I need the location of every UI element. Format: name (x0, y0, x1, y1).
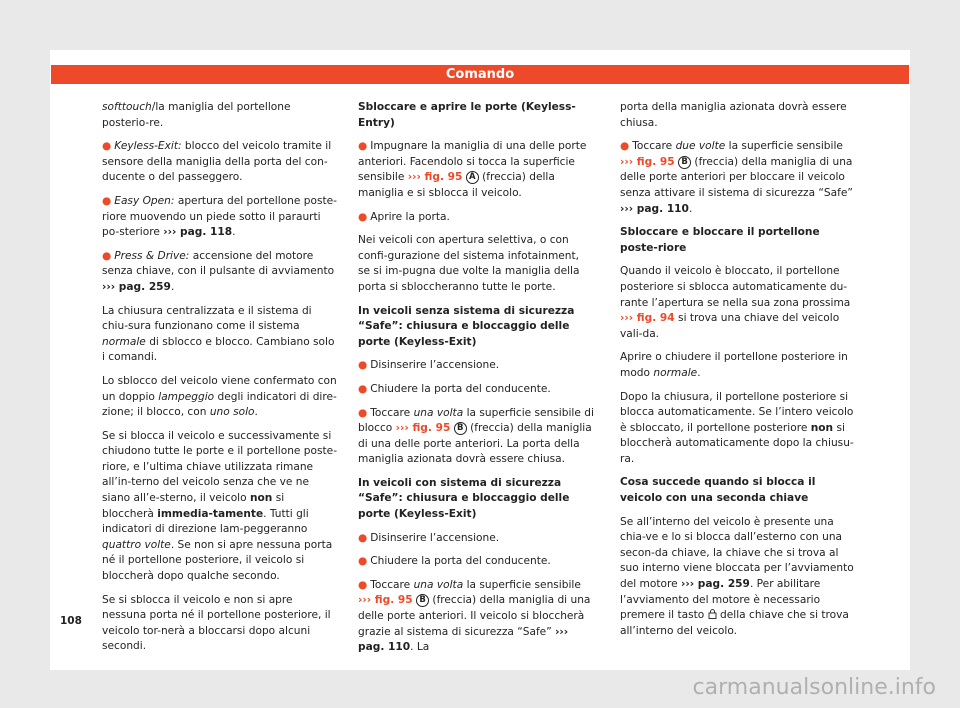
text: Toccare (370, 578, 414, 591)
section-heading: In veicoli senza sistema di sicurezza “Safe”: chiusura e bloccaggio delle porte (Keyless-Exit) (358, 304, 575, 348)
figure-reference-link[interactable]: ››› fig. 95 (620, 155, 675, 168)
text: si trova una chiave del veicolo vali-da. (620, 312, 840, 340)
bullet-icon: ● (358, 555, 368, 568)
text-italic: lampeggio (158, 390, 215, 403)
paragraph: Se si sblocca il veicolo e non si apre nessuna porta né il portellone posteriore, il veicolo tor-nerà a bloccarsi dopo alcuni secondi. (102, 593, 331, 653)
text-italic: uno solo (209, 406, 255, 419)
text: (freccia) della maniglia di una delle porte anteriori per bloccare il veicolo senza attivare il sistema di sicurezza “Safe” (620, 155, 853, 199)
figure-reference-link[interactable]: ››› fig. 95 (407, 171, 463, 184)
text: si bloccherà automaticamente dopo la chiusu-ra. (620, 421, 854, 465)
text: Impugnare la maniglia di una delle porte anteriori. Facendolo si tocca la superficie sensibile (358, 140, 587, 184)
bullet-icon: ● (358, 382, 368, 395)
column-1 (102, 100, 338, 663)
bullet-icon: ● (358, 210, 368, 223)
text-bold: non (810, 421, 834, 434)
list-item (102, 139, 338, 186)
text: /la maniglia del portellone posterio-re. (102, 101, 291, 129)
term: Keyless-Exit: (114, 140, 182, 153)
list-item (358, 139, 594, 201)
bullet-icon: ● (358, 140, 368, 153)
text: blocco del veicolo tramite il sensore della maniglia della porta del con-ducente o del passeggero. (102, 140, 332, 184)
bullet-icon: ● (620, 140, 630, 153)
paragraph (102, 304, 338, 366)
text-italic: due volte (675, 140, 726, 153)
paragraph: porta della maniglia azionata dovrà essere chiusa. (620, 101, 847, 129)
bullet-icon: ● (358, 578, 368, 591)
list-item: ● Easy Open: apertura del portellone poste-riore muovendo un piede sotto il paraurti po-steriore ››› pag. 118. (102, 194, 337, 239)
callout-marker: B (678, 156, 691, 169)
page-number: 108 (60, 615, 82, 627)
text: (freccia) della maniglia e si sblocca il veicolo. (358, 171, 555, 199)
text: (freccia) della maniglia di una delle porte anteriori. Il veicolo si bloccherà grazie al sistema di sicurezza “Safe” (358, 594, 591, 638)
text: Quando il veicolo è bloccato, il portellone posteriore si sblocca automaticamente du-rante l’apertura se nella sua zona prossima (620, 265, 851, 309)
bullet-icon: ● (102, 140, 112, 153)
text-bold: immedia-tamente (157, 507, 264, 520)
bullet-icon: ● (358, 359, 368, 372)
paragraph: Lo sblocco del veicolo viene confermato con un doppio lampeggio degli indicatori di dire-zione; il blocco, con uno solo. (102, 374, 337, 419)
text: Disinserire l’accensione. (370, 359, 500, 372)
watermark: carmanualsonline.info (692, 675, 936, 700)
figure-reference-link[interactable]: ››› fig. 95 (358, 594, 413, 607)
text: degli indicatori di dire-zione; il blocco, con (102, 390, 337, 419)
list-item: ● Toccare due volte la superficie sensibile ››› fig. 95 B (freccia) della maniglia di una delle porte anteriori per bloccare il veicolo senza attivare il sistema di sicurezza “Safe” ››› pag. 110. (620, 140, 853, 215)
list-item (358, 358, 594, 374)
text-italic: normale (102, 335, 146, 348)
section-heading: In veicoli con sistema di sicurezza “Safe”: chiusura e bloccaggio delle porte (Keyless-Exit) (358, 476, 570, 521)
text-italic: una volta (413, 406, 464, 419)
list-item: ● Press & Drive: accensione del motore senza chiave, con il pulsante di avviamento ››› pag. 259. (102, 249, 335, 293)
text: si bloccherà (102, 492, 285, 520)
text: Dopo la chiusura, il portellone posteriore si blocca automaticamente. Se l’intero veicolo è sbloccato, il portellone posteriore (620, 390, 854, 434)
text-italic: una volta (413, 578, 464, 591)
text: . Per abilitare l’avviamento del motore è necessario premere il tasto (620, 578, 821, 622)
bullet-icon: ● (358, 531, 368, 544)
page-reference-link[interactable]: ››› pag. 118 (163, 226, 233, 239)
paragraph (102, 100, 338, 131)
text: (freccia) della maniglia di una delle porte anteriori. La porta della maniglia azionata dovrà essere chiusa. (358, 422, 592, 466)
paragraph (620, 390, 856, 468)
column-2 (358, 100, 594, 664)
text: la superficie sensibile (725, 140, 843, 153)
section-heading: Sbloccare e bloccare il portellone poste-riore (620, 226, 820, 254)
text: . Se non si apre nessuna porta né il portellone posteriore, il veicolo si bloccherà dopo qualche secondo. (102, 538, 333, 583)
page-header: Comando (51, 65, 909, 84)
callout-marker: B (454, 422, 467, 435)
list-item (358, 210, 594, 226)
callout-marker: B (416, 594, 429, 607)
paragraph: Aprire o chiudere il portellone posteriore in modo normale. (620, 351, 848, 379)
list-item (358, 578, 594, 656)
paragraph (620, 515, 856, 640)
column-3 (620, 100, 856, 647)
text: Chiudere la porta del conducente. (370, 382, 551, 395)
text: della chiave che si trova all’interno del veicolo. (620, 609, 849, 637)
text: apertura del portellone poste-riore muovendo un piede sotto il paraurti po-steriore (102, 194, 337, 239)
page-reference-link[interactable]: ››› pag. 259 (681, 578, 750, 591)
text: di sblocco e blocco. Cambiano solo i comandi. (102, 335, 335, 364)
list-item (358, 554, 594, 570)
list-item (358, 406, 594, 468)
page-reference-link[interactable]: ››› pag. 110 (358, 625, 569, 654)
bullet-icon: ● (358, 406, 368, 419)
text: Aprire la porta. (370, 210, 450, 223)
text: Aprire o chiudere il portellone posteriore in modo (620, 351, 848, 379)
text-italic: normale (653, 366, 698, 379)
text: Chiudere la porta del conducente. (370, 555, 551, 568)
paragraph (102, 429, 338, 585)
list-item (358, 531, 594, 547)
term: Press & Drive: (114, 249, 190, 262)
text: Disinserire l’accensione. (370, 531, 500, 544)
list-item (358, 382, 594, 398)
term: Easy Open: (114, 194, 175, 207)
text: . La (410, 641, 430, 654)
section-heading: Sbloccare e aprire le porte (Keyless-Entry) (358, 101, 576, 129)
bullet-icon: ● (102, 194, 112, 207)
figure-reference-link[interactable]: ››› fig. 95 (395, 422, 451, 435)
section-heading: Cosa succede quando si blocca il veicolo con una seconda chiave (620, 476, 816, 505)
paragraph (620, 264, 856, 342)
page-reference-link[interactable]: ››› pag. 259 (102, 280, 171, 293)
text: La chiusura centralizzata e il sistema di chiu-sura funzionano come il sistema (102, 304, 312, 333)
text: Toccare (370, 406, 414, 419)
text: Toccare (632, 140, 676, 153)
paragraph: Nei veicoli con apertura selettiva, o con confi-gurazione del sistema infotainment, se si im-pugna due volte la maniglia della porta si sbloccheranno tutte le porte. (358, 234, 580, 293)
text: la superficie sensibile di blocco (358, 406, 594, 435)
text-italic: quattro volte (102, 538, 171, 551)
text-italic: softtouch (102, 101, 152, 113)
page-reference-link[interactable]: ››› pag. 110 (620, 202, 689, 215)
text: la superficie sensibile (463, 578, 581, 591)
bullet-icon: ● (102, 249, 112, 262)
text: accensione del motore senza chiave, con il pulsante di avviamento (102, 249, 335, 278)
callout-marker: A (466, 171, 479, 184)
text: Lo sblocco del veicolo viene confermato con un doppio (102, 374, 337, 403)
lock-icon (708, 609, 717, 619)
text: Se all’interno del veicolo è presente una chia-ve e lo si blocca dall’esterno con una secon-da chiave, la chiave che si trova al suo interno viene bloccata per l’avviamento del motore (620, 515, 854, 591)
text-bold: non (249, 492, 273, 505)
text: . Tutti gli indicatori di direzione lam-peggeranno (102, 507, 309, 536)
figure-reference-link[interactable]: ››› fig. 94 (620, 312, 675, 325)
text: Se si blocca il veicolo e successivamente si chiudono tutte le porte e il portellone poste-riore, e l’ultima chiave utilizzata rimane all’in-terno del veicolo senza che ve ne siano all’e-sterno, il veicolo (102, 429, 338, 505)
